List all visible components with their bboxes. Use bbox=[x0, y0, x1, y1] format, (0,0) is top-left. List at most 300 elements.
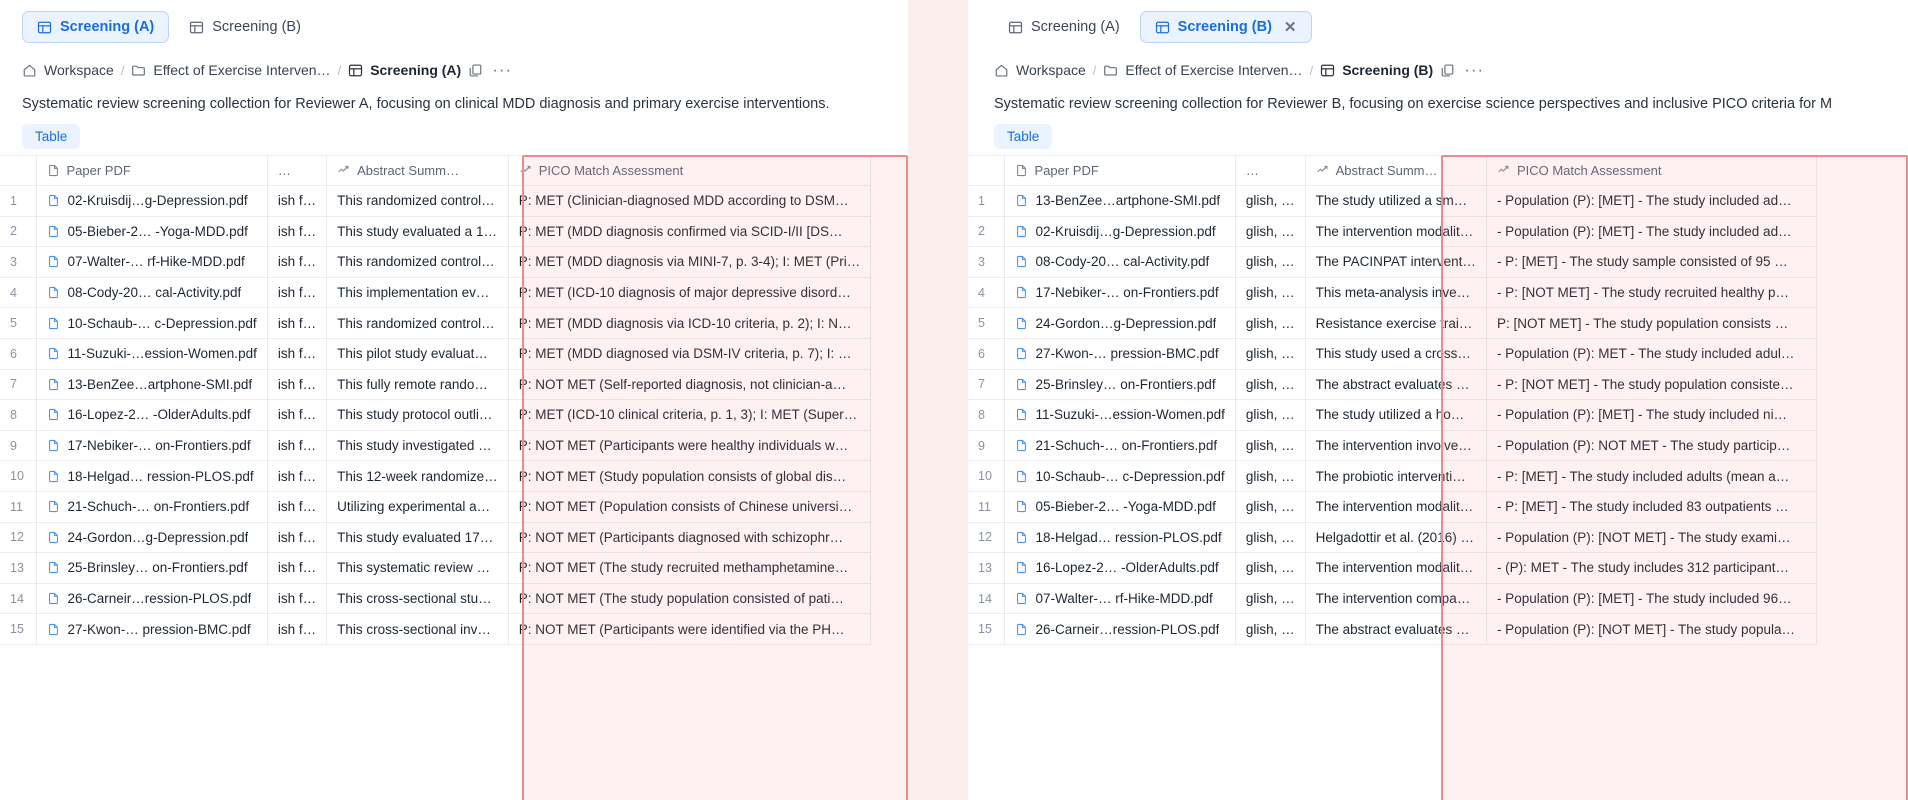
pdf-icon bbox=[47, 225, 60, 238]
cell-paper-pdf[interactable] bbox=[36, 369, 267, 400]
cell-language[interactable]: ish f… bbox=[267, 491, 326, 522]
pdf-icon bbox=[1015, 194, 1028, 207]
cell-abstract-summary[interactable]: This cross-sectional stu… bbox=[327, 583, 509, 614]
cell-abstract-summary[interactable]: This study evaluated 17… bbox=[327, 522, 509, 553]
cell-pico-assessment[interactable]: P: MET (Clinician-diagnosed MDD according to DSM… bbox=[508, 186, 871, 217]
ai-icon bbox=[1497, 164, 1510, 177]
cell-abstract-summary[interactable]: This pilot study evaluat… bbox=[327, 338, 509, 369]
pdf-icon bbox=[47, 561, 60, 574]
column-header-rownum bbox=[0, 156, 36, 186]
cell-pico-assessment[interactable]: - Population (P): MET - The study included adul… bbox=[1486, 338, 1816, 369]
row-number: 7 bbox=[0, 369, 36, 400]
cell-language[interactable]: ish f… bbox=[267, 369, 326, 400]
pdf-icon bbox=[1015, 286, 1028, 299]
cell-abstract-summary[interactable]: Resistance exercise trai… bbox=[1305, 308, 1486, 339]
pdf-icon bbox=[1015, 225, 1028, 238]
cell-pico-assessment[interactable]: - Population (P): [MET] - The study included ni… bbox=[1486, 400, 1816, 431]
pdf-icon bbox=[1015, 592, 1028, 605]
table-row[interactable] bbox=[968, 614, 1816, 645]
cell-abstract-summary[interactable]: The abstract evaluates … bbox=[1305, 369, 1486, 400]
cell-abstract-summary[interactable]: This randomized control… bbox=[327, 308, 509, 339]
file-name: 16-Lopez-2… -OlderAdults.pdf bbox=[67, 407, 251, 423]
file-name: 17-Nebiker-… on-Frontiers.pdf bbox=[67, 438, 251, 454]
file-name: 05-Bieber-2… -Yoga-MDD.pdf bbox=[1035, 499, 1216, 515]
cell-pico-assessment[interactable]: P: NOT MET (The study population consisted of pati… bbox=[508, 583, 871, 614]
cell-paper-pdf[interactable] bbox=[1004, 522, 1235, 553]
row-number: 11 bbox=[968, 491, 1004, 522]
cell-language[interactable]: ish f… bbox=[267, 247, 326, 278]
cell-paper-pdf[interactable] bbox=[36, 186, 267, 217]
cell-language[interactable]: glish, … bbox=[1235, 247, 1305, 278]
tab-bar-right bbox=[968, 0, 1908, 52]
table-wrap-left bbox=[0, 155, 908, 645]
pdf-icon bbox=[1015, 470, 1028, 483]
tab-label: Screening (A) bbox=[1031, 19, 1120, 35]
pdf-icon bbox=[47, 592, 60, 605]
table-row[interactable] bbox=[0, 369, 871, 400]
table-row[interactable] bbox=[968, 522, 1816, 553]
breadcrumb-item-project[interactable]: Effect of Exercise Interven… bbox=[1125, 62, 1303, 78]
cell-language[interactable]: ish f… bbox=[267, 553, 326, 584]
file-name: 21-Schuch-… on-Frontiers.pdf bbox=[67, 499, 250, 515]
column-header-label: … bbox=[277, 163, 291, 178]
cell-abstract-summary[interactable]: The study utilized a sm… bbox=[1305, 186, 1486, 217]
column-header-label: … bbox=[1245, 163, 1259, 178]
copy-icon[interactable] bbox=[1440, 63, 1455, 78]
file-name: 27-Kwon-… pression-BMC.pdf bbox=[1035, 346, 1219, 362]
pdf-icon bbox=[47, 378, 60, 391]
file-name: 24-Gordon…g-Depression.pdf bbox=[67, 529, 249, 545]
cell-abstract-summary[interactable]: The intervention compa… bbox=[1305, 583, 1486, 614]
breadcrumb-item-workspace[interactable]: Workspace bbox=[1016, 62, 1086, 78]
cell-paper-pdf[interactable] bbox=[36, 338, 267, 369]
row-number: 15 bbox=[968, 614, 1004, 645]
column-header-pico-match-assessment[interactable] bbox=[508, 156, 871, 186]
tab-label: Screening (B) bbox=[212, 19, 301, 35]
panel-divider bbox=[908, 0, 968, 800]
cell-pico-assessment[interactable]: - Population (P): NOT MET - The study particip… bbox=[1486, 430, 1816, 461]
collection-description: Systematic review screening collection for Reviewer B, focusing on exercise science perspectives and inclusive PICO criteria for M bbox=[994, 96, 1833, 112]
column-header-pico-match-assessment[interactable] bbox=[1486, 156, 1816, 186]
row-number: 10 bbox=[0, 461, 36, 492]
file-name: 25-Brinsley… on-Frontiers.pdf bbox=[67, 560, 248, 576]
view-switcher-right bbox=[968, 120, 1908, 155]
row-number: 9 bbox=[0, 430, 36, 461]
breadcrumb-item-project[interactable]: Effect of Exercise Interven… bbox=[153, 62, 331, 78]
home-icon[interactable] bbox=[994, 63, 1009, 78]
column-header-paper-pdf[interactable] bbox=[1004, 156, 1235, 186]
column-header-label: PICO Match Assessment bbox=[1516, 163, 1662, 178]
cell-pico-assessment[interactable]: - Population (P): [MET] - The study included 96… bbox=[1486, 583, 1816, 614]
pdf-icon bbox=[47, 531, 60, 544]
row-number: 4 bbox=[0, 277, 36, 308]
cell-pico-assessment[interactable]: - P: [NOT MET] - The study recruited healthy p… bbox=[1486, 277, 1816, 308]
cell-language[interactable]: glish, … bbox=[1235, 369, 1305, 400]
pdf-icon bbox=[47, 408, 60, 421]
file-name: 17-Nebiker-… on-Frontiers.pdf bbox=[1035, 285, 1219, 301]
cell-paper-pdf[interactable] bbox=[1004, 553, 1235, 584]
folder-icon bbox=[1103, 63, 1118, 78]
column-header-rownum bbox=[968, 156, 1004, 186]
row-number: 1 bbox=[0, 186, 36, 217]
cell-abstract-summary[interactable]: This randomized control… bbox=[327, 186, 509, 217]
file-name: 11-Suzuki-…ession-Women.pdf bbox=[67, 346, 257, 362]
cell-language[interactable]: glish, … bbox=[1235, 430, 1305, 461]
cell-language[interactable]: ish f… bbox=[267, 430, 326, 461]
table-row[interactable] bbox=[968, 430, 1816, 461]
pdf-icon bbox=[1015, 623, 1028, 636]
cell-pico-assessment[interactable]: P: NOT MET (Participants diagnosed with schizophr… bbox=[508, 522, 871, 553]
row-number: 8 bbox=[0, 400, 36, 431]
cell-abstract-summary[interactable]: This 12-week randomize… bbox=[327, 461, 509, 492]
ai-icon bbox=[519, 164, 532, 177]
file-name: 08-Cody-20… cal-Activity.pdf bbox=[1035, 254, 1210, 270]
cell-language[interactable]: ish f… bbox=[267, 583, 326, 614]
close-icon[interactable]: ✕ bbox=[1283, 18, 1297, 36]
table-wrap-right bbox=[968, 155, 1908, 645]
cell-abstract-summary[interactable]: Helgadottir et al. (2016) … bbox=[1305, 522, 1486, 553]
cell-abstract-summary[interactable]: The abstract evaluates … bbox=[1305, 614, 1486, 645]
cell-abstract-summary[interactable]: The intervention involve… bbox=[1305, 430, 1486, 461]
cell-pico-assessment[interactable]: P: NOT MET (Study population consists of global dis… bbox=[508, 461, 871, 492]
breadcrumb-item-current[interactable]: Screening (A) bbox=[370, 62, 462, 78]
cell-abstract-summary[interactable]: This implementation ev… bbox=[327, 277, 509, 308]
table-row[interactable] bbox=[0, 186, 871, 217]
pdf-icon bbox=[47, 439, 60, 452]
cell-paper-pdf[interactable] bbox=[36, 491, 267, 522]
cell-pico-assessment[interactable]: P: MET (MDD diagnosis via ICD-10 criteria, p. 2); I: N… bbox=[508, 308, 871, 339]
row-number: 8 bbox=[968, 400, 1004, 431]
home-icon[interactable] bbox=[22, 63, 37, 78]
row-number: 3 bbox=[968, 247, 1004, 278]
cell-paper-pdf[interactable] bbox=[36, 277, 267, 308]
pdf-icon bbox=[1015, 408, 1028, 421]
pdf-icon bbox=[47, 470, 60, 483]
table-row[interactable] bbox=[0, 553, 871, 584]
row-number: 14 bbox=[0, 583, 36, 614]
column-header-language[interactable] bbox=[1235, 156, 1305, 186]
table-row[interactable] bbox=[968, 277, 1816, 308]
cell-paper-pdf[interactable] bbox=[1004, 308, 1235, 339]
cell-language[interactable]: ish f… bbox=[267, 216, 326, 247]
file-name: 05-Bieber-2… -Yoga-MDD.pdf bbox=[67, 223, 248, 239]
row-number: 13 bbox=[968, 553, 1004, 584]
table-row[interactable] bbox=[0, 614, 871, 645]
file-name: 24-Gordon…g-Depression.pdf bbox=[1035, 315, 1217, 331]
table-row[interactable] bbox=[0, 216, 871, 247]
table-row[interactable] bbox=[968, 400, 1816, 431]
cell-paper-pdf[interactable] bbox=[36, 216, 267, 247]
cell-pico-assessment[interactable]: P: MET (ICD-10 clinical criteria, p. 1, 3); I: MET (Super… bbox=[508, 400, 871, 431]
cell-pico-assessment[interactable]: - P: [MET] - The study sample consisted of 95 … bbox=[1486, 247, 1816, 278]
table-icon bbox=[1155, 20, 1170, 35]
column-header-label: Paper PDF bbox=[1034, 163, 1099, 178]
table-row[interactable] bbox=[0, 491, 871, 522]
cell-pico-assessment[interactable]: - P: [MET] - The study included adults (mean a… bbox=[1486, 461, 1816, 492]
cell-abstract-summary[interactable]: The PACINPAT intervent… bbox=[1305, 247, 1486, 278]
cell-language[interactable]: glish, … bbox=[1235, 277, 1305, 308]
cell-paper-pdf[interactable] bbox=[36, 583, 267, 614]
row-number: 11 bbox=[0, 491, 36, 522]
cell-pico-assessment[interactable]: P: NOT MET (Self-reported diagnosis, not clinician-a… bbox=[508, 369, 871, 400]
pdf-icon bbox=[1015, 255, 1028, 268]
cell-language[interactable]: glish, … bbox=[1235, 583, 1305, 614]
cell-language[interactable]: ish f… bbox=[267, 522, 326, 553]
breadcrumb-right bbox=[968, 52, 1908, 86]
row-number: 4 bbox=[968, 277, 1004, 308]
file-name: 10-Schaub-… c-Depression.pdf bbox=[1035, 468, 1225, 484]
tab-screening-a[interactable] bbox=[22, 11, 169, 43]
pdf-icon bbox=[1015, 561, 1028, 574]
cell-abstract-summary[interactable]: This study used a cross… bbox=[1305, 338, 1486, 369]
file-name: 10-Schaub-… c-Depression.pdf bbox=[67, 315, 257, 331]
cell-abstract-summary[interactable]: This study investigated … bbox=[327, 430, 509, 461]
cell-paper-pdf[interactable] bbox=[36, 308, 267, 339]
file-name: 27-Kwon-… pression-BMC.pdf bbox=[67, 621, 251, 637]
cell-paper-pdf[interactable] bbox=[36, 430, 267, 461]
file-name: 18-Helgad… ression-PLOS.pdf bbox=[67, 468, 254, 484]
ellipsis-icon[interactable]: ··· bbox=[492, 60, 513, 79]
panel-screening-b bbox=[968, 0, 1908, 800]
screening-table-a bbox=[0, 155, 871, 645]
cell-language[interactable]: ish f… bbox=[267, 461, 326, 492]
table-icon bbox=[1008, 20, 1023, 35]
cell-language[interactable]: glish, … bbox=[1235, 522, 1305, 553]
cell-abstract-summary[interactable]: This meta-analysis inve… bbox=[1305, 277, 1486, 308]
file-name: 13-BenZee…artphone-SMI.pdf bbox=[1035, 193, 1221, 209]
cell-abstract-summary[interactable]: The study utilized a ho… bbox=[1305, 400, 1486, 431]
view-switcher-left bbox=[0, 120, 908, 155]
table-row[interactable] bbox=[968, 216, 1816, 247]
table-row[interactable] bbox=[968, 247, 1816, 278]
table-row[interactable] bbox=[0, 338, 871, 369]
cell-language[interactable]: ish f… bbox=[267, 277, 326, 308]
copy-icon[interactable] bbox=[468, 63, 483, 78]
cell-paper-pdf[interactable] bbox=[1004, 491, 1235, 522]
folder-icon bbox=[131, 63, 146, 78]
pdf-icon bbox=[47, 286, 60, 299]
cell-pico-assessment[interactable]: P: NOT MET (Population consists of Chinese universi… bbox=[508, 491, 871, 522]
cell-language[interactable]: glish, … bbox=[1235, 553, 1305, 584]
ai-icon bbox=[337, 164, 350, 177]
cell-abstract-summary[interactable]: This study evaluated a 1… bbox=[327, 216, 509, 247]
cell-pico-assessment[interactable]: P: MET (MDD diagnosed via DSM-IV criteria, p. 7); I: … bbox=[508, 338, 871, 369]
cell-paper-pdf[interactable] bbox=[1004, 247, 1235, 278]
pdf-icon bbox=[1015, 347, 1028, 360]
table-row[interactable] bbox=[0, 277, 871, 308]
pdf-icon bbox=[47, 194, 60, 207]
breadcrumb-separator: / bbox=[1309, 62, 1314, 78]
view-tab-table[interactable]: Table bbox=[994, 124, 1052, 149]
cell-language[interactable]: glish, … bbox=[1235, 400, 1305, 431]
table-icon bbox=[37, 20, 52, 35]
cell-paper-pdf[interactable] bbox=[1004, 277, 1235, 308]
cell-paper-pdf[interactable] bbox=[1004, 186, 1235, 217]
cell-pico-assessment[interactable]: P: NOT MET (Participants were healthy individuals w… bbox=[508, 430, 871, 461]
file-name: 26-Carneir…ression-PLOS.pdf bbox=[1035, 621, 1220, 637]
breadcrumb-item-workspace[interactable]: Workspace bbox=[44, 62, 114, 78]
table-row[interactable] bbox=[968, 461, 1816, 492]
cell-language[interactable]: glish, … bbox=[1235, 491, 1305, 522]
cell-language[interactable]: glish, … bbox=[1235, 186, 1305, 217]
cell-pico-assessment[interactable]: P: NOT MET (Participants were identified via the PH… bbox=[508, 614, 871, 645]
tab-label: Screening (A) bbox=[60, 19, 155, 35]
table-row[interactable] bbox=[0, 430, 871, 461]
cell-paper-pdf[interactable] bbox=[1004, 338, 1235, 369]
cell-language[interactable]: glish, … bbox=[1235, 308, 1305, 339]
table-icon bbox=[1320, 63, 1335, 78]
cell-pico-assessment[interactable]: - (P): MET - The study includes 312 participant… bbox=[1486, 553, 1816, 584]
file-name: 11-Suzuki-…ession-Women.pdf bbox=[1035, 407, 1225, 423]
table-row[interactable] bbox=[968, 583, 1816, 614]
column-header-label: PICO Match Assessment bbox=[538, 163, 684, 178]
cell-pico-assessment[interactable]: P: NOT MET (The study recruited methamphetamine… bbox=[508, 553, 871, 584]
file-name: 16-Lopez-2… -OlderAdults.pdf bbox=[1035, 560, 1219, 576]
file-name: 07-Walter-… rf-Hike-MDD.pdf bbox=[1035, 591, 1213, 607]
breadcrumb-separator: / bbox=[337, 62, 342, 78]
cell-pico-assessment[interactable]: P: MET (MDD diagnosis via MINI-7, p. 3-4); I: MET (Pri… bbox=[508, 247, 871, 278]
cell-paper-pdf[interactable] bbox=[1004, 583, 1235, 614]
file-name: 07-Walter-… rf-Hike-MDD.pdf bbox=[67, 254, 245, 270]
cell-abstract-summary[interactable]: This cross-sectional inv… bbox=[327, 614, 509, 645]
tab-screening-a[interactable] bbox=[994, 11, 1134, 43]
row-number: 2 bbox=[968, 216, 1004, 247]
cell-language[interactable]: glish, … bbox=[1235, 614, 1305, 645]
file-name: 25-Brinsley… on-Frontiers.pdf bbox=[1035, 376, 1216, 392]
pdf-icon bbox=[1015, 378, 1028, 391]
column-header-language[interactable] bbox=[267, 156, 326, 186]
row-number: 6 bbox=[0, 338, 36, 369]
row-number: 10 bbox=[968, 461, 1004, 492]
cell-language[interactable]: ish f… bbox=[267, 186, 326, 217]
cell-language[interactable]: glish, … bbox=[1235, 216, 1305, 247]
cell-abstract-summary[interactable]: This randomized control… bbox=[327, 247, 509, 278]
table-body bbox=[0, 186, 871, 645]
cell-pico-assessment[interactable]: P: MET (ICD-10 diagnosis of major depressive disord… bbox=[508, 277, 871, 308]
row-number: 6 bbox=[968, 338, 1004, 369]
ai-icon bbox=[1316, 164, 1329, 177]
column-header-abstract-summary[interactable] bbox=[327, 156, 509, 186]
file-name: 13-BenZee…artphone-SMI.pdf bbox=[67, 376, 253, 392]
cell-pico-assessment[interactable]: - P: [NOT MET] - The study population consiste… bbox=[1486, 369, 1816, 400]
tab-label: Screening (B) bbox=[1177, 19, 1272, 35]
file-icon bbox=[1015, 164, 1028, 177]
file-name: 02-Kruisdij…g-Depression.pdf bbox=[67, 193, 248, 209]
cell-pico-assessment[interactable]: - Population (P): [NOT MET] - The study popula… bbox=[1486, 614, 1816, 645]
cell-paper-pdf[interactable] bbox=[1004, 400, 1235, 431]
breadcrumb-left bbox=[0, 52, 908, 86]
row-number: 9 bbox=[968, 430, 1004, 461]
file-name: 08-Cody-20… cal-Activity.pdf bbox=[67, 285, 242, 301]
view-tab-table[interactable]: Table bbox=[22, 124, 80, 149]
cell-paper-pdf[interactable] bbox=[1004, 430, 1235, 461]
breadcrumb-item-current[interactable]: Screening (B) bbox=[1342, 62, 1434, 78]
cell-paper-pdf[interactable] bbox=[1004, 614, 1235, 645]
table-row[interactable] bbox=[0, 522, 871, 553]
pdf-icon bbox=[1015, 531, 1028, 544]
cell-abstract-summary[interactable]: The intervention modalit… bbox=[1305, 491, 1486, 522]
pdf-icon bbox=[1015, 439, 1028, 452]
table-row[interactable] bbox=[968, 308, 1816, 339]
ellipsis-icon[interactable]: ··· bbox=[1464, 60, 1485, 79]
cell-language[interactable]: ish f… bbox=[267, 400, 326, 431]
column-header-label: Abstract Summ… bbox=[357, 163, 459, 178]
table-row[interactable] bbox=[968, 491, 1816, 522]
table-row[interactable] bbox=[968, 553, 1816, 584]
pdf-icon bbox=[47, 255, 60, 268]
cell-abstract-summary[interactable]: This systematic review … bbox=[327, 553, 509, 584]
cell-pico-assessment[interactable]: - Population (P): [MET] - The study included ad… bbox=[1486, 186, 1816, 217]
cell-language[interactable]: glish, … bbox=[1235, 461, 1305, 492]
breadcrumb-separator: / bbox=[1092, 62, 1097, 78]
cell-paper-pdf[interactable] bbox=[36, 553, 267, 584]
cell-pico-assessment[interactable]: P: MET (MDD diagnosis confirmed via SCID-I/II [DS… bbox=[508, 216, 871, 247]
cell-paper-pdf[interactable] bbox=[1004, 369, 1235, 400]
table-row[interactable] bbox=[968, 338, 1816, 369]
cell-abstract-summary[interactable]: The intervention modalit… bbox=[1305, 216, 1486, 247]
row-number: 12 bbox=[968, 522, 1004, 553]
cell-abstract-summary[interactable]: Utilizing experimental a… bbox=[327, 491, 509, 522]
cell-language[interactable]: ish f… bbox=[267, 614, 326, 645]
table-icon bbox=[348, 63, 363, 78]
row-number: 13 bbox=[0, 553, 36, 584]
file-icon bbox=[47, 164, 60, 177]
cell-abstract-summary[interactable]: This study protocol outli… bbox=[327, 400, 509, 431]
cell-paper-pdf[interactable] bbox=[36, 247, 267, 278]
cell-paper-pdf[interactable] bbox=[36, 522, 267, 553]
cell-abstract-summary[interactable]: The intervention modalit… bbox=[1305, 553, 1486, 584]
row-number: 14 bbox=[968, 583, 1004, 614]
table-row[interactable] bbox=[0, 400, 871, 431]
tab-screening-b[interactable] bbox=[1140, 11, 1312, 43]
header-row bbox=[0, 156, 871, 186]
row-number: 5 bbox=[968, 308, 1004, 339]
collection-description: Systematic review screening collection for Reviewer A, focusing on clinical MDD diagnosis and primary exercise interventions. bbox=[22, 96, 830, 112]
table-row[interactable] bbox=[968, 186, 1816, 217]
table-head bbox=[0, 156, 871, 186]
header-row bbox=[968, 156, 1816, 186]
cell-pico-assessment[interactable]: - P: [MET] - The study included 83 outpatients … bbox=[1486, 491, 1816, 522]
row-number: 1 bbox=[968, 186, 1004, 217]
cell-pico-assessment[interactable]: P: [NOT MET] - The study population consists … bbox=[1486, 308, 1816, 339]
cell-abstract-summary[interactable]: This fully remote rando… bbox=[327, 369, 509, 400]
column-header-label: Paper PDF bbox=[66, 163, 131, 178]
cell-abstract-summary[interactable]: The probiotic interventi… bbox=[1305, 461, 1486, 492]
table-row[interactable] bbox=[0, 583, 871, 614]
cell-language[interactable]: ish f… bbox=[267, 308, 326, 339]
cell-paper-pdf[interactable] bbox=[36, 400, 267, 431]
cell-pico-assessment[interactable]: - Population (P): [NOT MET] - The study exami… bbox=[1486, 522, 1816, 553]
table-row[interactable] bbox=[968, 369, 1816, 400]
column-header-paper-pdf[interactable] bbox=[36, 156, 267, 186]
cell-language[interactable]: glish, … bbox=[1235, 338, 1305, 369]
column-header-abstract-summary[interactable] bbox=[1305, 156, 1486, 186]
cell-paper-pdf[interactable] bbox=[1004, 216, 1235, 247]
pdf-icon bbox=[47, 500, 60, 513]
cell-pico-assessment[interactable]: - Population (P): [MET] - The study included ad… bbox=[1486, 216, 1816, 247]
cell-paper-pdf[interactable] bbox=[1004, 461, 1235, 492]
cell-paper-pdf[interactable] bbox=[36, 614, 267, 645]
row-number: 15 bbox=[0, 614, 36, 645]
table-row[interactable] bbox=[0, 461, 871, 492]
tab-screening-b[interactable] bbox=[175, 11, 315, 43]
cell-paper-pdf[interactable] bbox=[36, 461, 267, 492]
cell-language[interactable]: ish f… bbox=[267, 338, 326, 369]
table-row[interactable] bbox=[0, 308, 871, 339]
row-number: 12 bbox=[0, 522, 36, 553]
file-name: 02-Kruisdij…g-Depression.pdf bbox=[1035, 223, 1216, 239]
table-row[interactable] bbox=[0, 247, 871, 278]
